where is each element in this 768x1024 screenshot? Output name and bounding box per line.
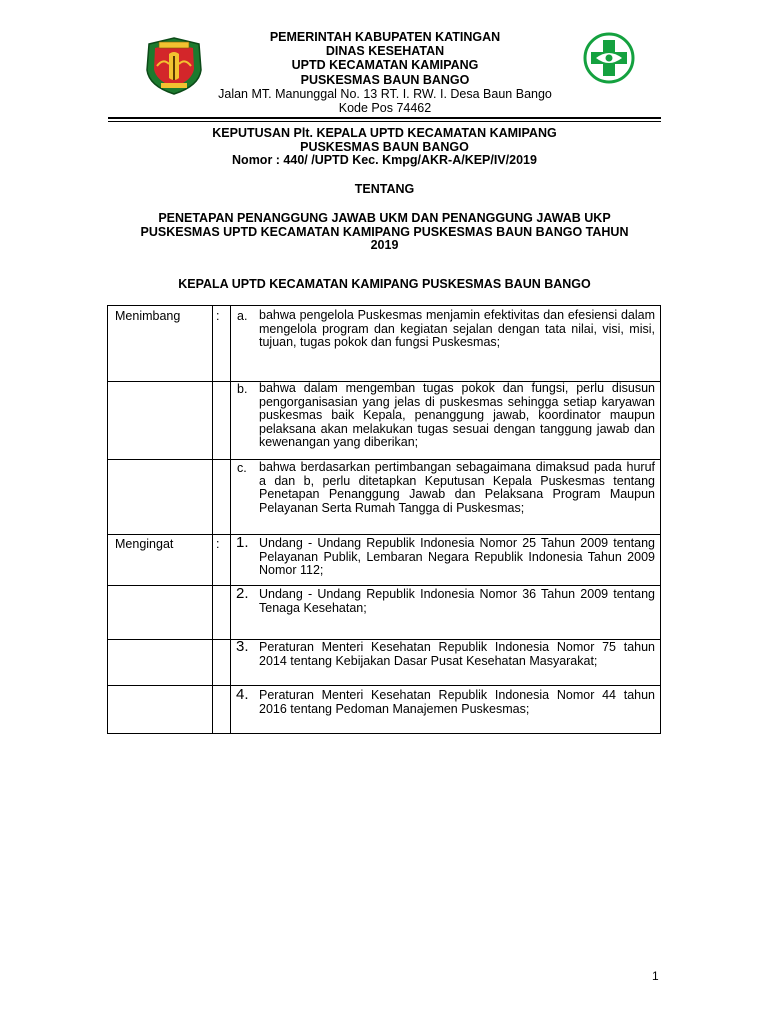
decree-subject-line3: 2019: [370, 238, 399, 252]
menimbang-item-b: bahwa dalam mengemban tugas pokok dan fungsi, perlu disusun pengorganisasian yang jelas di puskesmas sehingga setiap karyawan puskesmas baik Kepala, penanggung jawab, koordinator maupun pelaksana akan melakukan tugas sesuai dengan tanggung jawab dan kewenangan yang diberikan;: [259, 381, 655, 450]
letterhead-agency: DINAS KESEHATAN: [325, 44, 445, 59]
letterhead-divider-thick: [108, 117, 661, 119]
letterhead-divider-thin: [108, 121, 661, 122]
item-marker: a.: [237, 309, 248, 323]
mengingat-item-3: Peraturan Menteri Kesehatan Republik Indonesia Nomor 75 tahun 2014 tentang Kebijakan Dasar Pusat Kesehatan Masyarakat;: [259, 640, 655, 668]
menimbang-label: Menimbang: [115, 309, 181, 323]
decree-subject-line1: PENETAPAN PENANGGUNG JAWAB UKM DAN PENANGGUNG JAWAB UKP: [158, 211, 611, 225]
item-marker: c.: [237, 461, 247, 475]
mengingat-item-2: Undang - Undang Republik Indonesia Nomor 36 Tahun 2009 tentang Tenaga Kesehatan;: [259, 587, 655, 615]
page-number: 1: [652, 969, 659, 983]
mengingat-label: Mengingat: [115, 537, 174, 551]
letterhead-government: PEMERINTAH KABUPATEN KATINGAN: [269, 30, 501, 44]
decree-number: Nomor : 440/ /UPTD Kec. Kmpg/AKR-A/KEP/IV/2019: [232, 153, 537, 167]
tentang-heading: TENTANG: [354, 182, 415, 196]
item-marker: 1.: [236, 534, 249, 551]
menimbang-item-a: bahwa pengelola Puskesmas menjamin efektivitas dan efesiensi dalam mengelola program dan kegiatan sejalan dengan tata nilai, visi, misi, tujuan, tugas pokok dan fungsi Puskesmas;: [259, 308, 655, 350]
menimbang-colon: :: [216, 309, 220, 323]
item-marker: 2.: [236, 585, 249, 602]
decree-organization: PUSKESMAS BAUN BANGO: [300, 139, 469, 154]
row-divider: [108, 534, 660, 535]
menimbang-item-c: bahwa berdasarkan pertimbangan sebagaimana dimaksud pada huruf a dan b, perlu ditetapkan Keputusan Kepala Puskesmas tentang Penetapan Penanggung Jawab dan Pelaksana Program Maupun Pelayanan Serta Rumah Tangga di Puskesmas;: [259, 460, 655, 515]
column-divider: [212, 306, 213, 733]
row-divider: [108, 685, 660, 686]
letterhead-address: Jalan MT. Manunggal No. 13 RT. I. RW. I. Desa Baun Bango: [218, 86, 552, 101]
health-ministry-logo: [583, 32, 635, 84]
decree-heading: [108, 127, 661, 168]
mengingat-item-4: Peraturan Menteri Kesehatan Republik Indonesia Nomor 44 tahun 2016 tentang Pedoman Manajemen Puskesmas;: [259, 688, 655, 716]
decree-subject: [108, 212, 661, 253]
letterhead-unit: UPTD KECAMATAN KAMIPANG: [291, 58, 479, 73]
item-marker: 4.: [236, 686, 249, 703]
letterhead-health-center: PUSKESMAS BAUN BANGO: [300, 72, 470, 87]
decree-subject-line2: PUSKESMAS UPTD KECAMATAN KAMIPANG PUSKESMAS BAUN BANGO TAHUN: [140, 224, 629, 239]
item-marker: 3.: [236, 638, 249, 655]
column-divider: [230, 306, 231, 733]
issuing-official: KEPALA UPTD KECAMATAN KAMIPANG PUSKESMAS BAUN BANGO: [178, 277, 591, 291]
decree-title: KEPUTUSAN Plt. KEPALA UPTD KECAMATAN KAMIPANG: [212, 126, 557, 140]
mengingat-colon: :: [216, 537, 220, 551]
considerations-table: [107, 305, 661, 734]
mengingat-item-1: Undang - Undang Republik Indonesia Nomor 25 Tahun 2009 tentang Pelayanan Publik, Lembaran Negara Republik Indonesia Tahun 2009 Nomor 112;: [259, 536, 655, 578]
letterhead: [185, 30, 585, 115]
row-divider: [108, 585, 660, 586]
letterhead-postcode: Kode Pos 74462: [338, 101, 432, 116]
item-marker: b.: [237, 382, 248, 396]
